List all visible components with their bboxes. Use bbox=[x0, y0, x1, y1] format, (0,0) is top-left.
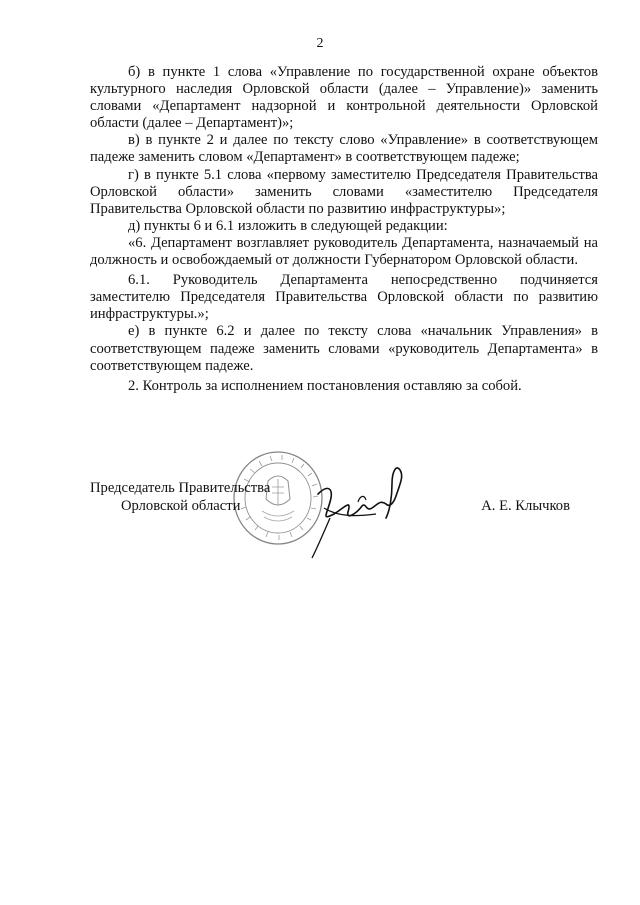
page-number: 2 bbox=[316, 36, 324, 51]
paragraph-e: е) в пункте 6.2 и далее по тексту слова «начальник Управления» в соответствующем падеже заменить словами «руководитель Департамента» в соответствующем падеже. bbox=[90, 323, 598, 374]
paragraph-d: д) пункты 6 и 6.1 изложить в следующей редакции: bbox=[128, 217, 448, 234]
signatory-title-line1: Председатель Правительства bbox=[90, 480, 271, 496]
paragraph-clause-6: «6. Департамент возглавляет руководитель Департамента, назначаемый на должность и освобождаемый от должности Губернатором Орловской области. bbox=[90, 234, 598, 269]
paragraph-clause-6-1: 6.1. Руководитель Департамента непосредственно подчиняется заместителю Председателя Правительства Орловской области по развитию инфраструктуры.»; bbox=[90, 272, 598, 323]
paragraph-control: 2. Контроль за исполнением постановления оставляю за собой. bbox=[128, 377, 522, 394]
signatory-name: А. Е. Клычков bbox=[481, 498, 570, 514]
paragraph-g: г) в пункте 5.1 слова «первому заместителю Председателя Правительства Орловской области» заменить словами «заместителю Председателя Правительства Орловской области по развитию инфраструктуры»; bbox=[90, 166, 598, 217]
signature-block bbox=[90, 480, 598, 570]
signatory-title-line2: Орловской области bbox=[121, 498, 241, 514]
paragraph-v: в) в пункте 2 и далее по тексту слово «Управление» в соответствующем падеже заменить словом «Департамент» в соответствующем падеже; bbox=[90, 132, 598, 166]
document-body bbox=[90, 64, 598, 395]
paragraph-b: б) в пункте 1 слова «Управление по государственной охране объектов культурного наследия Орловской области (далее – Управление)» заменить словами «Департамент надзорной и контрольной деятельности Орловской области (далее – Департамент)»; bbox=[90, 64, 598, 132]
